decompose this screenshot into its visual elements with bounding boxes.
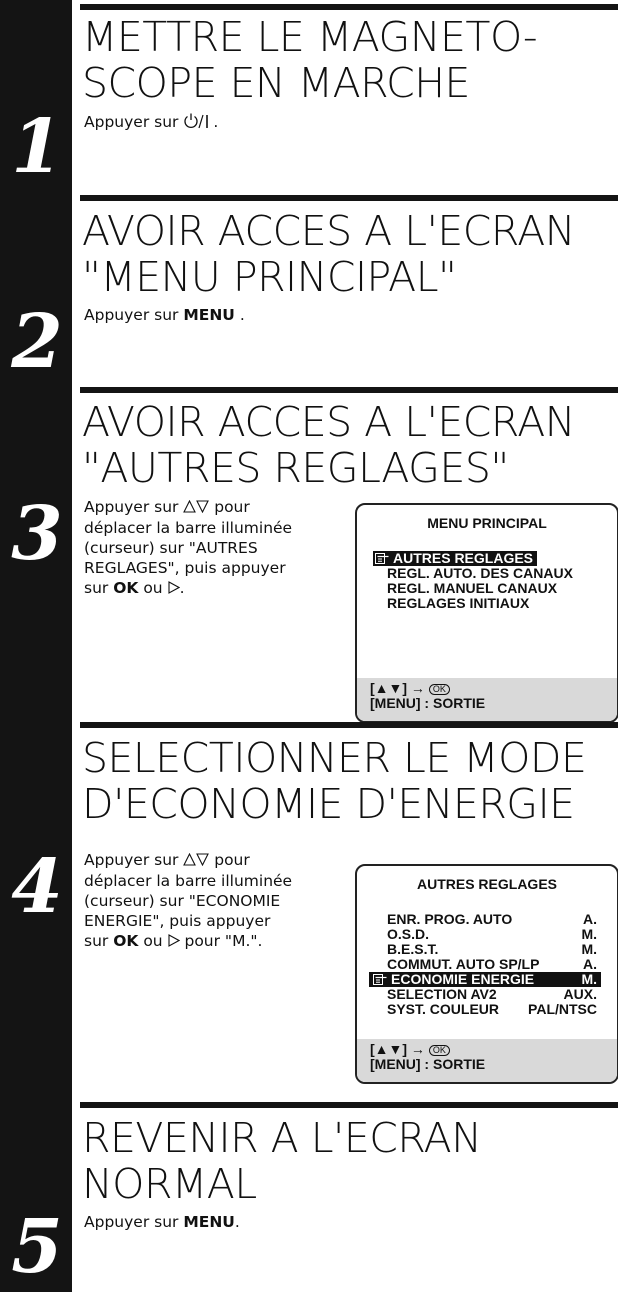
navigation-hint: [▲▼] → [370, 1041, 429, 1057]
setting-value: M. [581, 971, 597, 987]
setting-value: A. [583, 956, 597, 972]
screen-footer [357, 1039, 617, 1082]
step-4-text: ou [138, 932, 168, 950]
step-4-text: (curseur) sur "ECONOMIE [84, 892, 281, 910]
setting-label: SYST. COULEUR [387, 1001, 500, 1017]
step-1-title [82, 14, 537, 106]
step-4-title-line-1: SELECTIONNER LE MODE [82, 734, 587, 782]
navigation-hint: [▲▼] → [370, 680, 429, 696]
step-1-instruction [84, 112, 218, 134]
section-rule [80, 1102, 618, 1108]
menu-item-label: REGL. AUTO. DES CANAUX [387, 565, 573, 581]
step-3-text: . [179, 579, 185, 597]
menu-principal-screen [355, 503, 618, 723]
step-3-title-line-1: AVOIR ACCES A L'ECRAN [82, 398, 575, 446]
menu-key-label: MENU [183, 306, 235, 324]
section-rule [80, 195, 618, 201]
up-down-triangles-icon [183, 851, 209, 871]
step-4-text: pour [209, 851, 250, 869]
step-number-2: 2 [11, 299, 63, 385]
step-4-text: sur [84, 932, 114, 950]
step-number-4: 4 [11, 844, 63, 930]
step-3-text: déplacer la barre illuminée [84, 519, 293, 537]
step-5-title-line-2: NORMAL [82, 1160, 257, 1208]
exit-hint: [MENU] : SORTIE [370, 695, 486, 711]
menu-item-label: REGLAGES INITIAUX [387, 595, 530, 611]
setting-label: B.E.S.T. [387, 941, 439, 957]
step-3-text: sur [84, 579, 114, 597]
setting-row-enr-prog-auto[interactable] [357, 912, 617, 927]
step-2-title-line-2: "MENU PRINCIPAL" [82, 253, 457, 301]
step-1-text-end: . [213, 113, 219, 131]
step-3-text: pour [209, 498, 250, 516]
ok-key-label: OK [113, 579, 139, 597]
step-1-title-line-2: SCOPE EN MARCHE [82, 59, 470, 107]
step-5-title-line-1: REVENIR A L'ECRAN [82, 1114, 482, 1162]
power-standby-icon [183, 112, 213, 134]
menu-item-label: REGL. MANUEL CANAUX [387, 580, 558, 596]
setting-row-osd[interactable] [357, 927, 617, 942]
step-4-text: Appuyer sur [84, 851, 184, 869]
menu-item-reglages-initiaux[interactable] [357, 596, 617, 611]
section-rule [80, 4, 618, 10]
autres-reglages-screen [355, 864, 618, 1084]
menu-item-regl-auto-canaux[interactable] [357, 566, 617, 581]
setting-label: ENR. PROG. AUTO [387, 911, 513, 927]
step-1-text: Appuyer sur [84, 113, 184, 131]
step-3-instruction [84, 497, 292, 599]
menu-item-autres-reglages[interactable] [357, 551, 617, 566]
ok-button-icon: OK [429, 684, 450, 695]
ok-button-icon: OK [429, 1045, 450, 1056]
menu-key-label: MENU [183, 1213, 235, 1231]
step-5-text-end: . [234, 1213, 240, 1231]
settings-list [357, 912, 617, 1017]
step-2-text: Appuyer sur [84, 306, 184, 324]
up-down-triangles-icon [183, 498, 209, 518]
step-3-text: REGLAGES", puis appuyer [84, 559, 286, 577]
step-3-text: ou [138, 579, 168, 597]
right-triangle-icon [168, 579, 180, 599]
setting-label: ECONOMIE ENERGIE [391, 971, 535, 987]
step-4-text: pour "M.". [179, 932, 263, 950]
step-3-text: Appuyer sur [84, 498, 184, 516]
setting-row-commut-auto[interactable] [357, 957, 617, 972]
setting-value: AUX. [563, 986, 597, 1002]
step-3-title [82, 399, 575, 491]
setting-label: COMMUT. AUTO SP/LP [387, 956, 540, 972]
step-2-text-end: . [234, 306, 245, 324]
menu-item-regl-manuel-canaux[interactable] [357, 581, 617, 596]
step-2-instruction [84, 305, 245, 325]
step-sidebar [0, 0, 72, 1292]
setting-value: M. [581, 926, 597, 942]
step-4-text: ENERGIE", puis appuyer [84, 912, 271, 930]
section-rule [80, 387, 618, 393]
screen-title: MENU PRINCIPAL [427, 515, 547, 531]
step-3-text: (curseur) sur "AUTRES [84, 539, 258, 557]
right-triangle-icon [168, 932, 180, 952]
step-number-5: 5 [11, 1204, 63, 1290]
step-5-instruction [84, 1212, 240, 1232]
setting-row-economie-energie[interactable] [369, 972, 601, 987]
setting-row-best[interactable] [357, 942, 617, 957]
section-rule [80, 722, 618, 728]
step-number-1: 1 [11, 104, 63, 190]
setting-value: M. [581, 941, 597, 957]
setting-value: PAL/NTSC [528, 1001, 597, 1017]
pointing-hand-cursor-icon [375, 552, 389, 563]
step-1-title-line-1: METTRE LE MAGNETO- [82, 13, 538, 61]
setting-row-syst-couleur[interactable] [357, 1002, 617, 1017]
menu-list [357, 551, 617, 611]
step-5-text: Appuyer sur [84, 1213, 184, 1231]
setting-row-selection-av2[interactable] [357, 987, 617, 1002]
screen-footer [357, 678, 617, 721]
step-4-title-line-2: D'ECONOMIE D'ENERGIE [82, 780, 575, 828]
setting-value: A. [583, 911, 597, 927]
step-4-instruction [84, 850, 292, 952]
setting-label: O.S.D. [387, 926, 430, 942]
pointing-hand-cursor-icon [373, 973, 387, 984]
setting-label: SELECTION AV2 [387, 986, 497, 1002]
step-4-text: déplacer la barre illuminée [84, 872, 293, 890]
ok-key-label: OK [113, 932, 139, 950]
exit-hint: [MENU] : SORTIE [370, 1056, 486, 1072]
screen-title: AUTRES REGLAGES [416, 876, 557, 892]
step-2-title-line-1: AVOIR ACCES A L'ECRAN [82, 207, 575, 255]
step-4-title [82, 735, 586, 827]
step-number-3: 3 [11, 491, 63, 577]
menu-item-label: AUTRES REGLAGES [393, 550, 534, 566]
step-5-title [82, 1115, 481, 1207]
step-3-title-line-2: "AUTRES REGLAGES" [82, 444, 509, 492]
step-2-title [82, 208, 575, 300]
